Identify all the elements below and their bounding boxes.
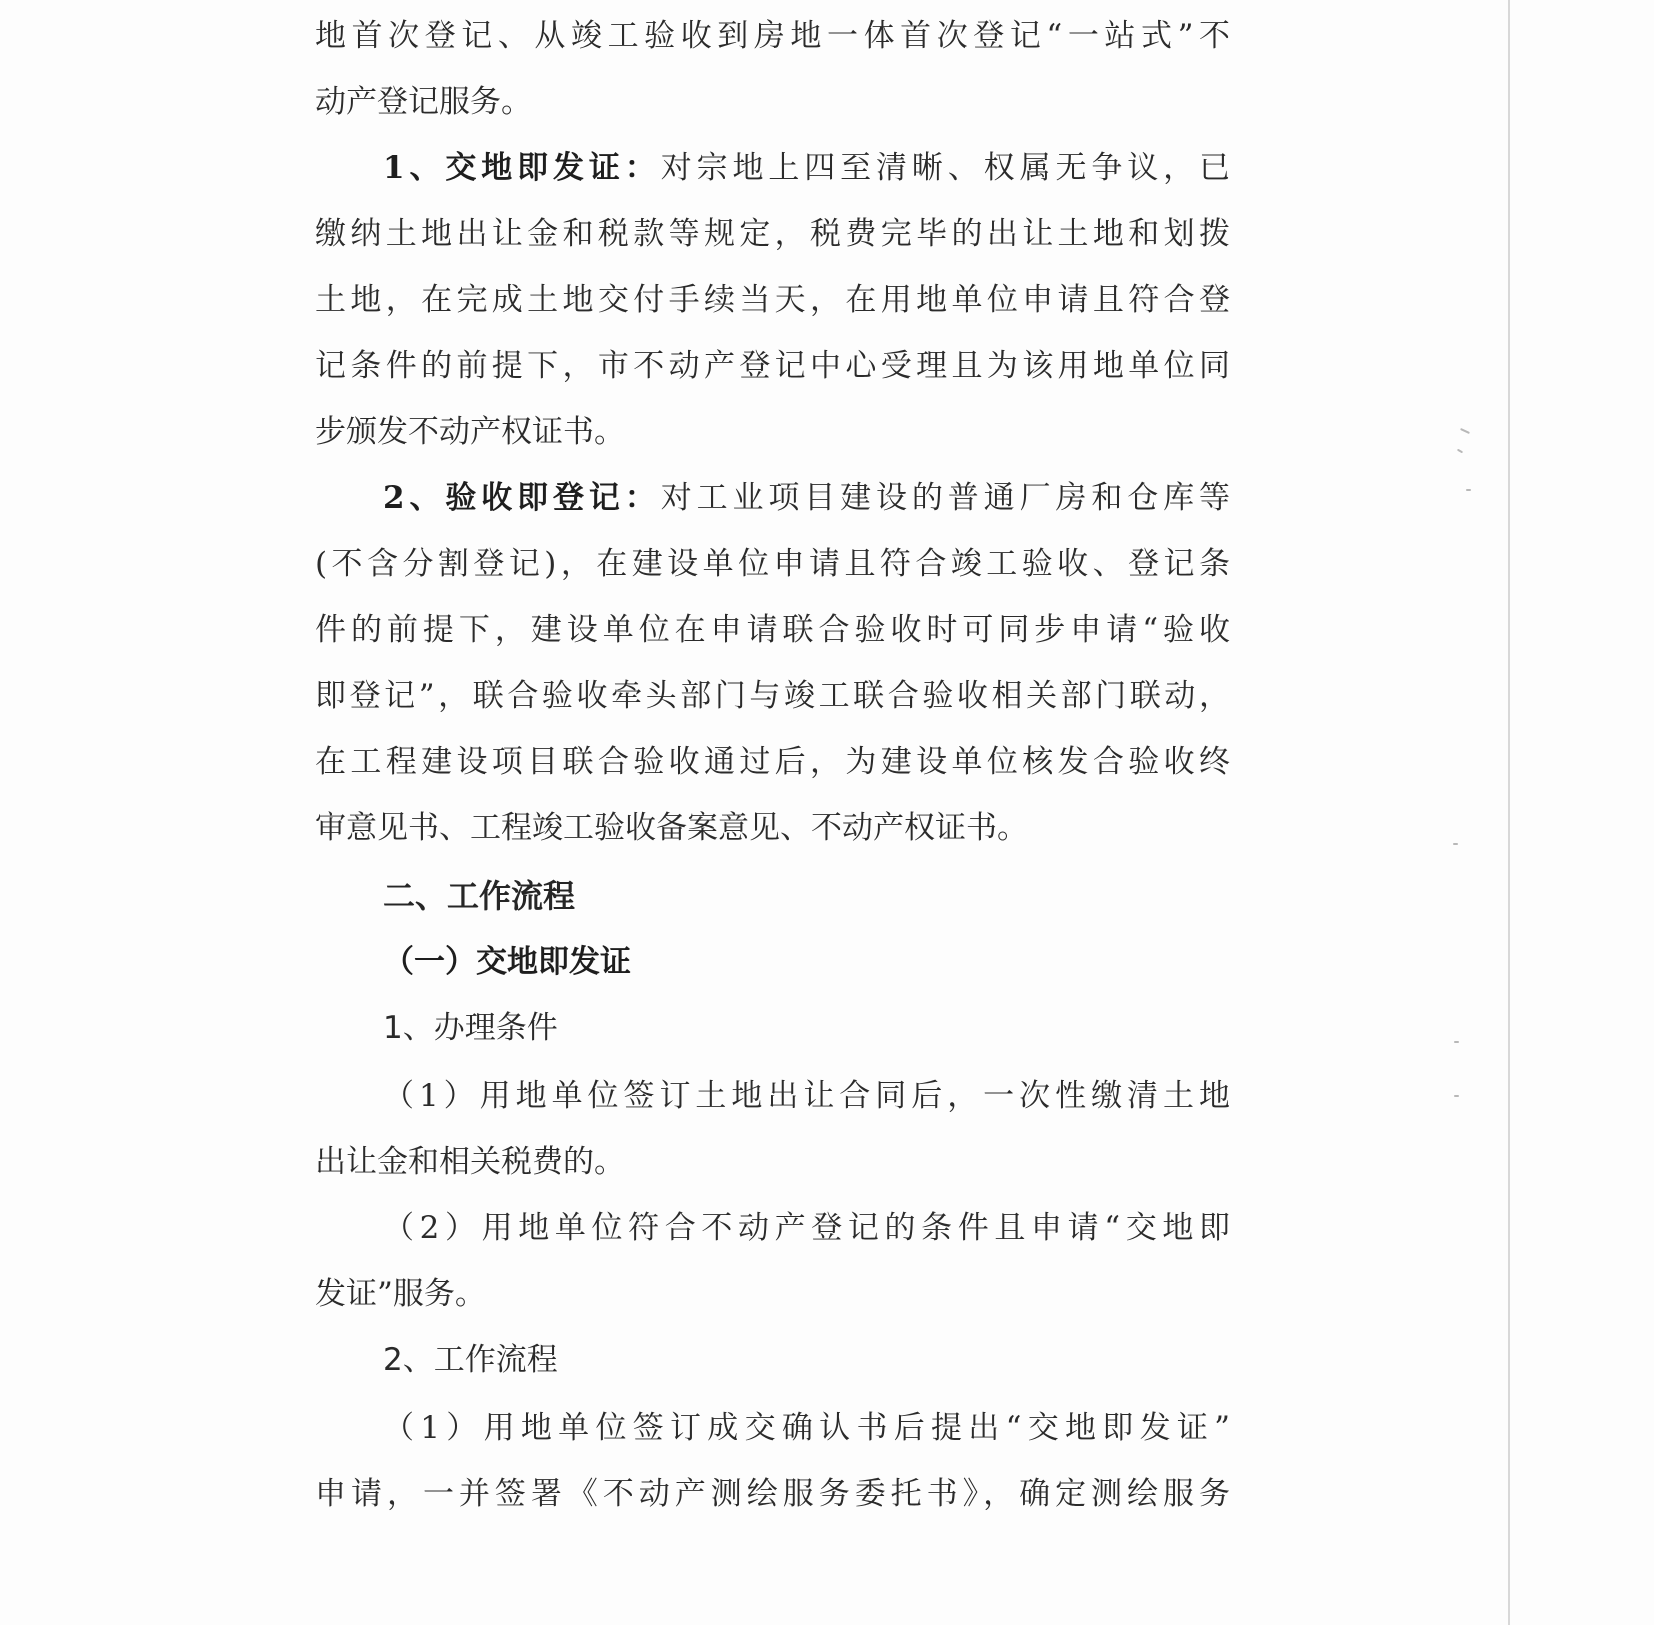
paragraph-line: 记条件的前提下，市不动产登记中心受理且为该用地单位同 — [315, 348, 1230, 384]
scan-speck — [1457, 449, 1463, 454]
item-1-label: 1、交地即发证： — [383, 150, 661, 186]
condition-2-line-2: 发证”服务。 — [315, 1276, 486, 1312]
item-2-label: 2、验收即登记： — [383, 480, 661, 516]
paragraph-line: 步颁发不动产权证书。 — [315, 414, 625, 450]
section-2-heading: 二、工作流程 — [383, 877, 576, 915]
condition-1-line-2: 出让金和相关税费的。 — [315, 1144, 625, 1180]
paragraph-line: 即登记”，联合验收牵头部门与竣工联合验收相关部门联动， — [315, 678, 1230, 714]
item-1-text: 对宗地上四至清晰、权属无争议，已 — [660, 150, 1231, 186]
conditions-heading: 1、办理条件 — [383, 1010, 558, 1046]
workflow-heading: 2、工作流程 — [383, 1342, 558, 1378]
scan-speck — [1454, 1041, 1459, 1043]
item-2-first-line — [383, 476, 1230, 520]
workflow-1-line-2: 申请，一并签署《不动产测绘服务委托书》，确定测绘服务 — [315, 1476, 1230, 1512]
item-1-first-line — [383, 146, 1230, 190]
paragraph-line: (不含分割登记)，在建设单位申请且符合竣工验收、登记条 — [315, 546, 1230, 582]
subsection-1-heading: （一）交地即发证 — [383, 944, 631, 980]
paragraph-line: 缴纳土地出让金和税款等规定，税费完毕的出让土地和划拨 — [315, 216, 1230, 252]
paragraph-line: 土地，在完成土地交付手续当天，在用地单位申请且符合登 — [315, 282, 1230, 318]
paragraph-line: 地首次登记、从竣工验收到房地一体首次登记“一站式”不 — [315, 18, 1230, 54]
workflow-1-line-1: （1）用地单位签订成交确认书后提出“交地即发证” — [383, 1410, 1230, 1446]
scan-speck — [1460, 428, 1470, 434]
item-2-text: 对工业项目建设的普通厂房和仓库等 — [660, 480, 1231, 516]
paragraph-line: 件的前提下，建设单位在申请联合验收时可同步申请“验收 — [315, 612, 1230, 648]
condition-2-line-1: （2）用地单位符合不动产登记的条件且申请“交地即 — [383, 1210, 1230, 1246]
condition-1-line-1: （1）用地单位签订土地出让合同后，一次性缴清土地 — [383, 1078, 1230, 1114]
page-edge-line — [1508, 0, 1510, 1625]
paragraph-line: 动产登记服务。 — [315, 84, 532, 120]
paragraph-line: 审意见书、工程竣工验收备案意见、不动产权证书。 — [315, 810, 1028, 846]
paragraph-line: 在工程建设项目联合验收通过后，为建设单位核发合验收终 — [315, 744, 1230, 780]
scan-speck — [1466, 489, 1471, 491]
scan-speck — [1453, 843, 1458, 845]
scan-speck — [1454, 1095, 1459, 1097]
